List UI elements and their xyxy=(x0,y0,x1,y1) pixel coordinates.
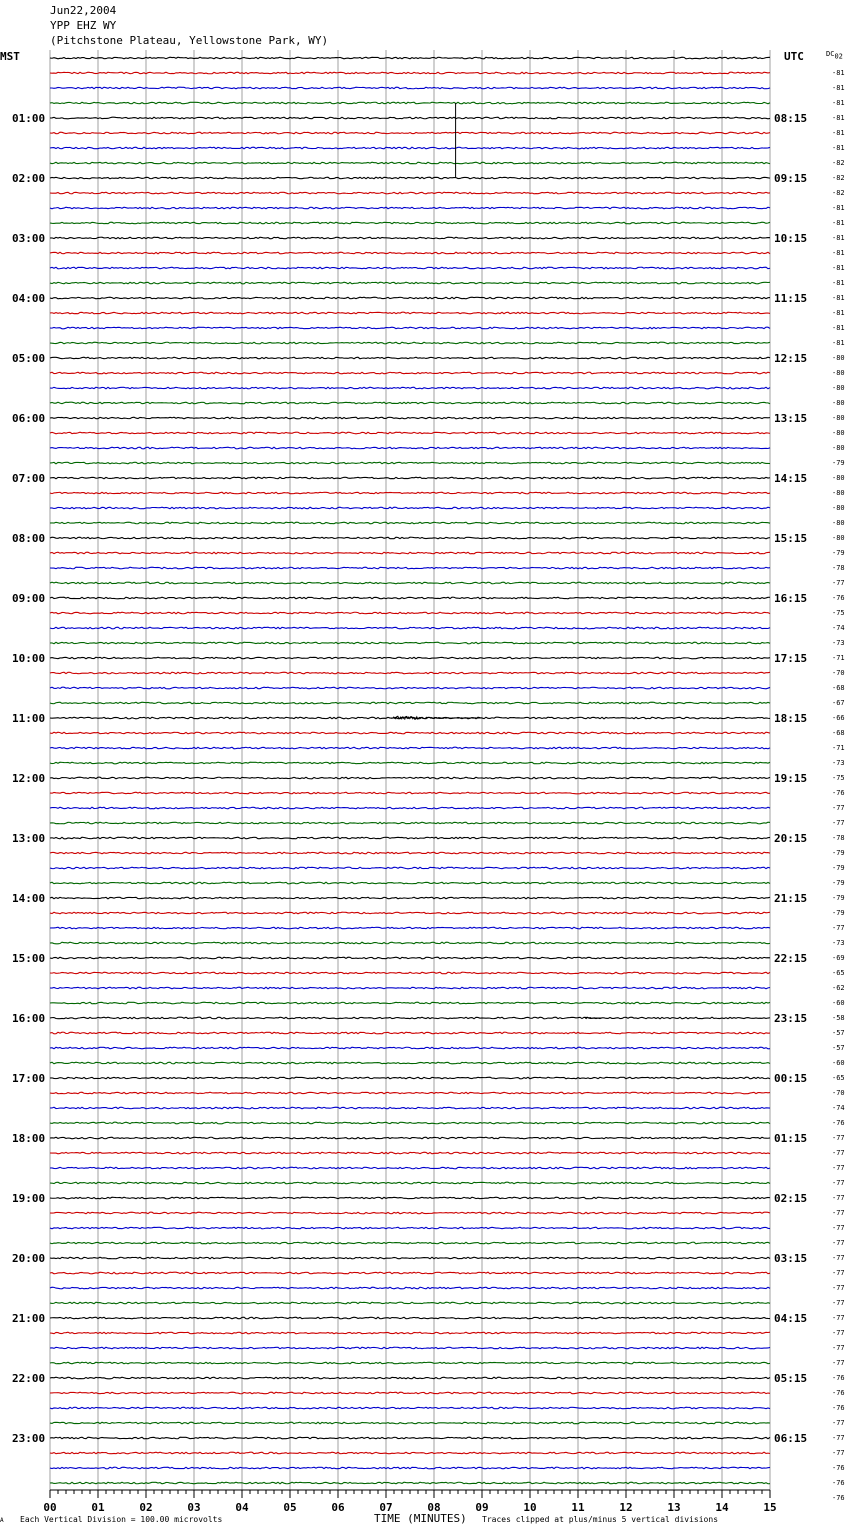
trace-line xyxy=(50,372,770,374)
hour-label-utc: 16:15 xyxy=(774,592,808,605)
hour-label-mst: 18:00 xyxy=(12,1132,46,1145)
hour-label-mst: 06:00 xyxy=(12,412,46,425)
hour-label-mst: 05:00 xyxy=(12,352,46,365)
dc-offset-label: -77 xyxy=(832,1149,845,1157)
trace-line xyxy=(50,252,770,254)
hour-label-utc: 02:15 xyxy=(774,1192,808,1205)
trace-line xyxy=(50,237,770,239)
hour-label-mst: 09:00 xyxy=(12,592,46,605)
dc-offset-label: -82 xyxy=(832,174,845,182)
hour-label-mst: 21:00 xyxy=(12,1312,46,1325)
dc-offset-label: -77 xyxy=(832,1269,845,1277)
x-tick-label: 00 xyxy=(43,1501,57,1514)
trace-line xyxy=(50,702,770,704)
trace-line xyxy=(50,822,770,824)
trace-line xyxy=(50,657,770,659)
dc-offset-label: -71 xyxy=(832,744,845,752)
dc-offset-label: -76 xyxy=(832,1389,845,1397)
x-tick-label: 06 xyxy=(331,1501,345,1514)
hour-label-utc: 06:15 xyxy=(774,1432,808,1445)
plot-date: Jun22,2004 xyxy=(50,4,117,17)
dc-offset-label: -81 xyxy=(832,339,845,347)
hour-label-mst: 04:00 xyxy=(12,292,46,305)
hour-label-mst: 16:00 xyxy=(12,1012,46,1025)
dc-offset-label: -66 xyxy=(832,714,845,722)
trace-line xyxy=(50,567,770,569)
dc-offset-label: -80 xyxy=(832,474,845,482)
trace-line xyxy=(50,402,770,404)
dc-offset-label: -81 xyxy=(832,264,845,272)
dc-offset-label: -77 xyxy=(832,1299,845,1307)
x-tick-label: 02 xyxy=(139,1501,153,1514)
dc-offset-label: -81 xyxy=(832,324,845,332)
dc-offset-label: -76 xyxy=(832,1494,845,1502)
trace-line xyxy=(50,1467,770,1469)
trace-line xyxy=(50,627,770,629)
trace-line xyxy=(50,147,770,149)
dc-offset-label: -77 xyxy=(832,1164,845,1172)
trace-line xyxy=(50,882,770,884)
trace-line xyxy=(50,1062,770,1064)
dc-offset-label: -57 xyxy=(832,1029,845,1037)
trace-line xyxy=(50,282,770,284)
dc-offset-label: -76 xyxy=(832,594,845,602)
trace-line xyxy=(50,1302,770,1304)
hour-label-mst: 07:00 xyxy=(12,472,46,485)
dc-offset-label: -80 xyxy=(832,534,845,542)
dc-offset-label: -77 xyxy=(832,1134,845,1142)
trace-line xyxy=(50,642,770,644)
dc-offset-label: -82 xyxy=(832,189,845,197)
dc-offset-label: -77 xyxy=(832,1359,845,1367)
trace-line xyxy=(50,927,770,929)
trace-line xyxy=(50,957,770,959)
dc-offset-label: -75 xyxy=(832,774,845,782)
trace-line xyxy=(50,1332,770,1334)
dc-offset-label: -77 xyxy=(832,1434,845,1442)
hour-label-utc: 19:15 xyxy=(774,772,808,785)
trace-line xyxy=(50,1002,770,1004)
hour-label-mst: 11:00 xyxy=(12,712,46,725)
scale-note: Each Vertical Division = 100.00 microvolts xyxy=(20,1515,223,1524)
dc-offset-label: -81 xyxy=(832,309,845,317)
dc-offset-label: -81 xyxy=(832,219,845,227)
hour-label-mst: 10:00 xyxy=(12,652,46,665)
hour-label-mst: 20:00 xyxy=(12,1252,46,1265)
right-timezone-label: UTC xyxy=(784,50,804,63)
hour-label-mst: 01:00 xyxy=(12,112,46,125)
trace-line xyxy=(50,222,770,224)
dc-offset-label: -80 xyxy=(832,384,845,392)
trace-line xyxy=(50,777,770,779)
event-group xyxy=(391,103,601,1019)
hour-label-utc: 22:15 xyxy=(774,952,808,965)
x-tick-label: 08 xyxy=(427,1501,441,1514)
trace-line xyxy=(50,1017,770,1019)
dc-offset-label: -75 xyxy=(832,609,845,617)
hour-label-utc: 11:15 xyxy=(774,292,808,305)
dc-offset-label: -77 xyxy=(832,804,845,812)
dc-offset-label: -77 xyxy=(832,1314,845,1322)
trace-line xyxy=(50,1047,770,1049)
dc-offset-label: -79 xyxy=(832,459,845,467)
hour-label-utc: 17:15 xyxy=(774,652,808,665)
dc-offset-label: -81 xyxy=(832,234,845,242)
dc-offset-label: -71 xyxy=(832,654,845,662)
trace-line xyxy=(50,1227,770,1229)
dc-offset-label: -76 xyxy=(832,789,845,797)
trace-line xyxy=(50,1107,770,1109)
trace-line xyxy=(50,1392,770,1394)
trace-line xyxy=(50,732,770,734)
hour-label-utc: 01:15 xyxy=(774,1132,808,1145)
hour-label-mst: 03:00 xyxy=(12,232,46,245)
trace-line xyxy=(50,1182,770,1184)
dc-offset-label: -62 xyxy=(832,984,845,992)
trace-line xyxy=(50,192,770,194)
dc-offset-label: -79 xyxy=(832,549,845,557)
x-tick-label: 12 xyxy=(619,1501,633,1514)
trace-line xyxy=(50,207,770,209)
dc-offset-label: -77 xyxy=(832,819,845,827)
dc-offset-label: -81 xyxy=(832,69,845,77)
dc-offset-label: -80 xyxy=(832,369,845,377)
dc-offset-label: -80 xyxy=(832,504,845,512)
dc-offset-label: -76 xyxy=(832,1464,845,1472)
trace-line xyxy=(50,1377,770,1379)
hour-label-utc: 05:15 xyxy=(774,1372,808,1385)
trace-line xyxy=(50,432,770,434)
x-axis-title: TIME (MINUTES) xyxy=(374,1512,467,1525)
hour-label-utc: 00:15 xyxy=(774,1072,808,1085)
x-tick-label: 07 xyxy=(379,1501,393,1514)
dc-offset-label: -65 xyxy=(832,1074,845,1082)
hour-label-utc: 23:15 xyxy=(774,1012,808,1025)
trace-line xyxy=(50,72,770,74)
dc-offset-label: -65 xyxy=(832,969,845,977)
dc-offset-label: -57 xyxy=(832,1044,845,1052)
trace-line xyxy=(50,1347,770,1349)
trace-line xyxy=(50,1197,770,1199)
hour-label-mst: 13:00 xyxy=(12,832,46,845)
trace-line xyxy=(50,312,770,314)
dc-offset-label: -77 xyxy=(832,579,845,587)
trace-line xyxy=(50,687,770,689)
trace-line xyxy=(50,987,770,989)
dc-offset-label: -81 xyxy=(832,129,845,137)
hour-label-utc: 15:15 xyxy=(774,532,808,545)
trace-line xyxy=(50,162,770,164)
trace-line xyxy=(50,1452,770,1454)
dc-offset-label: -79 xyxy=(832,849,845,857)
dc-offset-label: -81 xyxy=(832,99,845,107)
trace-line xyxy=(50,612,770,614)
trace-line xyxy=(50,1212,770,1214)
trace-line xyxy=(50,597,770,599)
dc-offset-label: -73 xyxy=(832,939,845,947)
left-timezone-label: MST xyxy=(0,50,20,63)
dc-offset-label: -77 xyxy=(832,1179,845,1187)
trace-line xyxy=(50,1407,770,1409)
dc-offset-label: -77 xyxy=(832,1329,845,1337)
trace-line xyxy=(50,102,770,104)
hour-label-utc: 04:15 xyxy=(774,1312,808,1325)
event-mark xyxy=(585,1017,601,1018)
dc-offset-label: -81 xyxy=(832,84,845,92)
trace-line xyxy=(50,1272,770,1274)
trace-line xyxy=(50,747,770,749)
trace-line xyxy=(50,1482,770,1484)
dc-offset-label: -81 xyxy=(832,204,845,212)
trace-line xyxy=(50,342,770,344)
dc-offset-label: -73 xyxy=(832,639,845,647)
trace-line xyxy=(50,1422,770,1424)
dc-offset-label: -79 xyxy=(832,909,845,917)
dc-offset-label: -77 xyxy=(832,1284,845,1292)
dc-offset-label: -77 xyxy=(832,1449,845,1457)
hour-label-utc: 20:15 xyxy=(774,832,808,845)
grid xyxy=(50,50,770,1490)
dc-offset-label: -79 xyxy=(832,879,845,887)
trace-line xyxy=(50,1257,770,1259)
dc-offset-label: -81 xyxy=(832,294,845,302)
trace-line xyxy=(50,1152,770,1154)
x-tick-label: 14 xyxy=(715,1501,729,1514)
dc-offset-label: -80 xyxy=(832,354,845,362)
hour-label-mst: 12:00 xyxy=(12,772,46,785)
trace-line xyxy=(50,1122,770,1124)
dc-offset-label: -82 xyxy=(832,159,845,167)
trace-line xyxy=(50,1362,770,1364)
hour-label-mst: 15:00 xyxy=(12,952,46,965)
dc-offset-label: -76 xyxy=(832,1374,845,1382)
trace-line xyxy=(50,1137,770,1139)
dc-offset-label: -70 xyxy=(832,1089,845,1097)
dc-offset-label: -80 xyxy=(832,399,845,407)
trace-line xyxy=(50,972,770,974)
dc-offset-label: -76 xyxy=(832,1119,845,1127)
station-code: YPP EHZ WY xyxy=(50,19,117,32)
dc-offset-label: -77 xyxy=(832,1224,845,1232)
trace-line xyxy=(50,672,770,674)
hour-label-utc: 21:15 xyxy=(774,892,808,905)
hour-label-utc: 03:15 xyxy=(774,1252,808,1265)
trace-line xyxy=(50,912,770,914)
trace-line xyxy=(50,1287,770,1289)
dc-offset-label: -81 xyxy=(832,144,845,152)
hour-label-utc: 12:15 xyxy=(774,352,808,365)
hour-label-utc: 10:15 xyxy=(774,232,808,245)
dc-offset-label: -79 xyxy=(832,864,845,872)
x-tick-label: 15 xyxy=(763,1501,777,1514)
trace-line xyxy=(50,1437,770,1439)
trace-line xyxy=(50,837,770,839)
x-tick-label: 03 xyxy=(187,1501,201,1514)
dc-offset-label: -68 xyxy=(832,684,845,692)
trace-line xyxy=(50,462,770,464)
trace-line xyxy=(50,1167,770,1169)
dc-offset-label: -78 xyxy=(832,834,845,842)
dc-offset-label: -70 xyxy=(832,669,845,677)
dc-offset-label: -58 xyxy=(832,1014,845,1022)
dc-offset-label: -73 xyxy=(832,759,845,767)
dc-offset-label: -60 xyxy=(832,999,845,1007)
trace-line xyxy=(50,582,770,584)
trace-line xyxy=(50,537,770,539)
trace-line xyxy=(50,792,770,794)
dc-offset-label: -81 xyxy=(832,249,845,257)
hour-label-mst: 14:00 xyxy=(12,892,46,905)
trace-line xyxy=(50,1092,770,1094)
dc-offset-label: -77 xyxy=(832,924,845,932)
trace-line xyxy=(50,897,770,899)
trace-line xyxy=(50,867,770,869)
x-tick-label: 10 xyxy=(523,1501,537,1514)
hour-label-mst: 17:00 xyxy=(12,1072,46,1085)
dc-offset-label: -77 xyxy=(832,1344,845,1352)
dc-offset-label: -77 xyxy=(832,1254,845,1262)
trace-line xyxy=(50,507,770,509)
trace-line xyxy=(50,762,770,764)
hour-label-utc: 14:15 xyxy=(774,472,808,485)
trace-line xyxy=(50,1032,770,1034)
hour-label-mst: 23:00 xyxy=(12,1432,46,1445)
dc-offset-label: -81 xyxy=(832,114,845,122)
dc-offset-label: -76 xyxy=(832,1479,845,1487)
hour-label-mst: 02:00 xyxy=(12,172,46,185)
dc-offset-label: -77 xyxy=(832,1209,845,1217)
corner-mark: A xyxy=(0,1517,4,1524)
trace-line xyxy=(50,1242,770,1244)
dc-offset-label: -69 xyxy=(832,954,845,962)
dc-offset-label: -80 xyxy=(832,444,845,452)
hour-label-mst: 22:00 xyxy=(12,1372,46,1385)
dc-offset-label: -79 xyxy=(832,894,845,902)
trace-line xyxy=(50,552,770,554)
trace-line xyxy=(50,327,770,329)
dc-subscript: 02 xyxy=(834,52,843,61)
trace-line xyxy=(50,87,770,89)
x-tick-label: 04 xyxy=(235,1501,249,1514)
dc-offset-label: -77 xyxy=(832,1419,845,1427)
hour-label-mst: 19:00 xyxy=(12,1192,46,1205)
trace-line xyxy=(50,942,770,944)
dc-label: DC xyxy=(826,50,835,58)
dc-offset-label: -67 xyxy=(832,699,845,707)
trace-line xyxy=(50,267,770,269)
hour-label-utc: 09:15 xyxy=(774,172,808,185)
clip-note: Traces clipped at plus/minus 5 vertical divisions xyxy=(482,1515,719,1524)
dc-offset-label: -78 xyxy=(832,564,845,572)
trace-line xyxy=(50,297,770,299)
trace-line xyxy=(50,177,770,179)
x-tick-label: 09 xyxy=(475,1501,489,1514)
trace-line xyxy=(50,387,770,389)
dc-offset-label: -81 xyxy=(832,279,845,287)
x-tick-label: 01 xyxy=(91,1501,105,1514)
dc-offset-label: -80 xyxy=(832,519,845,527)
trace-line xyxy=(50,417,770,419)
trace-line xyxy=(50,447,770,449)
station-location: (Pitchstone Plateau, Yellowstone Park, WY) xyxy=(50,34,329,47)
dc-offset-label: -77 xyxy=(832,1239,845,1247)
hour-label-utc: 18:15 xyxy=(774,712,808,725)
trace-line xyxy=(50,1077,770,1079)
dc-offset-label: -74 xyxy=(832,1104,845,1112)
trace-line xyxy=(50,357,770,359)
trace-line xyxy=(50,117,770,119)
dc-offset-label: -76 xyxy=(832,1404,845,1412)
dc-offset-label: -80 xyxy=(832,429,845,437)
trace-group xyxy=(50,57,770,1484)
trace-line xyxy=(50,807,770,809)
dc-offset-label: -60 xyxy=(832,1059,845,1067)
trace-line xyxy=(50,477,770,479)
trace-line xyxy=(50,492,770,494)
dc-offset-label: -77 xyxy=(832,1194,845,1202)
dc-offset-label: -68 xyxy=(832,729,845,737)
hour-label-utc: 13:15 xyxy=(774,412,808,425)
trace-line xyxy=(50,522,770,524)
x-tick-label: 05 xyxy=(283,1501,297,1514)
hour-label-utc: 08:15 xyxy=(774,112,808,125)
hour-label-mst: 08:00 xyxy=(12,532,46,545)
dc-offset-label: -80 xyxy=(832,414,845,422)
trace-line xyxy=(50,852,770,854)
x-tick-label: 11 xyxy=(571,1501,585,1514)
trace-line xyxy=(50,57,770,59)
trace-line xyxy=(50,132,770,134)
dc-offset-label: -74 xyxy=(832,624,845,632)
trace-line xyxy=(50,1317,770,1319)
dc-offset-label: -80 xyxy=(832,489,845,497)
x-axis xyxy=(43,1490,776,1514)
x-tick-label: 13 xyxy=(667,1501,681,1514)
